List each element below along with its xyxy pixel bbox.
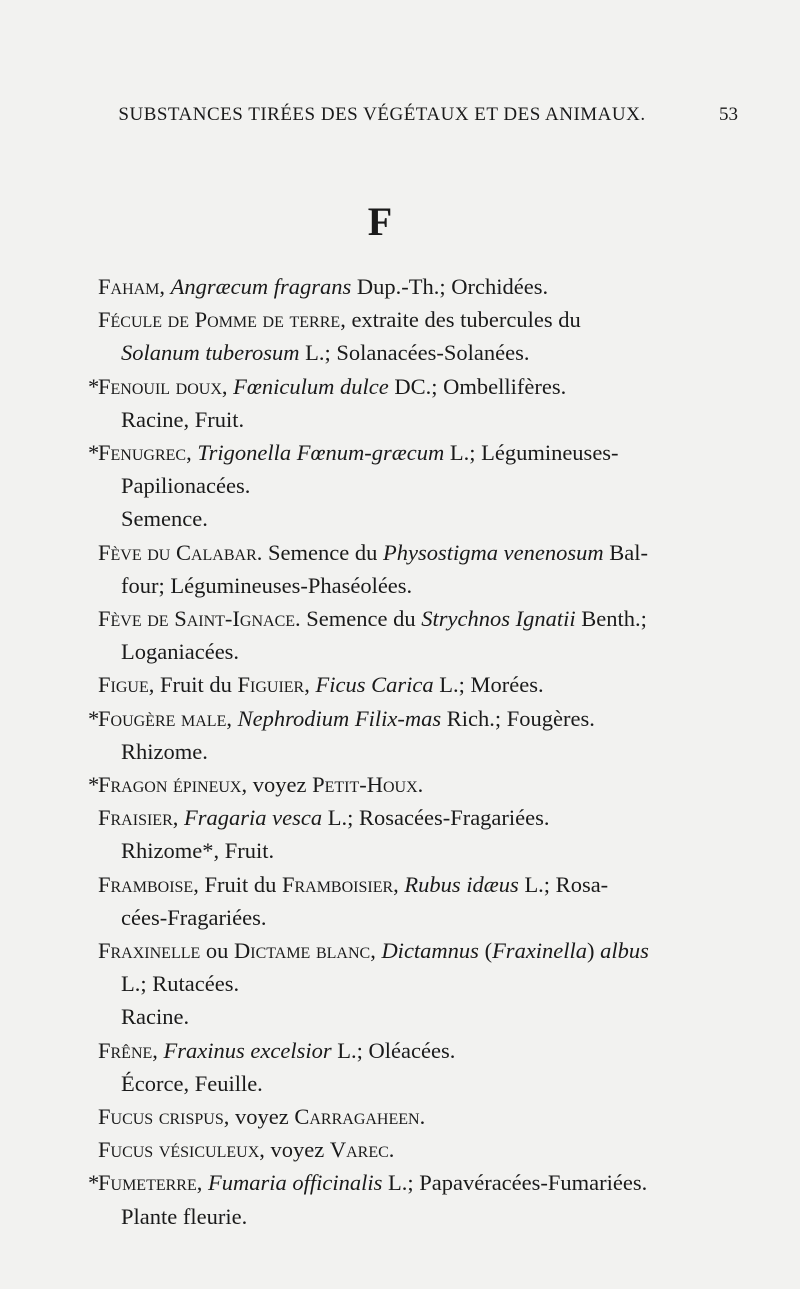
list-item [98,1100,658,1133]
latin-name: Strychnos Ignatii [421,606,576,632]
asterisk-marker: * [88,1170,100,1196]
entry-text: Rich.; Fougères. [441,705,595,731]
entry-term: Fenugrec [98,440,187,466]
entry-continuation-line [98,967,658,1000]
entry-text: Racine. [121,1004,190,1030]
entry-line [98,702,658,735]
entry-term: Framboisier [281,871,394,897]
entry-text: , [393,871,405,897]
entry-text: cées-Fragariées. [121,904,267,930]
list-item [98,536,658,602]
entry-text: , Fruit du [148,672,238,698]
entry-text: DC.; Ombellifères. [388,373,567,399]
entry-term: Fumeterre [98,1170,197,1196]
entry-term: Figue [98,672,149,698]
asterisk-marker: * [88,440,100,466]
list-item [88,370,658,436]
latin-name: Solanum tuberosum [121,340,300,366]
entry-line [98,934,658,967]
latin-name: Fragaria vesca [184,805,323,831]
entry-text: . [388,1137,395,1163]
asterisk-marker: * [88,705,100,731]
list-item [98,868,658,934]
latin-name: Fraxinus excelsior [163,1037,332,1063]
entry-text: L.; Rosa- [518,871,609,897]
entry-line [98,801,658,834]
latin-name: albus [600,938,649,964]
entry-term: Fucus vésiculeux [98,1137,260,1163]
entry-term: Frêne [98,1037,153,1063]
entry-line [98,668,658,701]
entry-line [98,1166,658,1199]
entry-continuation-line [98,834,658,867]
entry-line [98,436,658,469]
entry-text: , [186,440,198,466]
entry-continuation-line [98,735,658,768]
entry-text: four; Légumineuses-Phaséolées. [121,572,413,598]
list-item [98,934,658,1034]
entry-term: Carragaheen [294,1104,420,1130]
entry-line [98,303,658,336]
latin-name: Nephrodium Filix-mas [237,705,442,731]
entry-text: . [417,772,424,798]
entry-continuation-line [98,569,658,602]
entry-text: , [159,274,171,299]
entry-term: Faham [98,274,160,299]
list-item [98,801,658,867]
latin-name: Rubus idæus [404,871,519,897]
entry-term: Petit-Houx [312,772,418,798]
list-item [98,270,658,303]
entry-term: Fragon épineux [98,772,242,798]
entry-term: Fougère male [98,705,227,731]
entry-line [98,868,658,901]
list-item [88,702,658,768]
entry-continuation-line [98,336,658,369]
entry-text: Plante fleurie. [121,1203,248,1229]
entry-text: , voyez [241,772,313,798]
entry-text: L.; Rutacées. [121,971,240,997]
entry-line [98,370,658,403]
latin-name: Dictamnus [381,938,479,964]
entry-line [98,1100,658,1133]
section-letter: F [367,199,393,244]
entry-term: Fécule de Pomme de terre [98,307,341,333]
entry-text: Dup.-Th.; Orchidées. [351,274,549,299]
entry-text: . [419,1104,426,1130]
entry-text: L.; Oléacées. [331,1037,456,1063]
entry-text: , [196,1170,208,1196]
entry-text: , voyez [223,1104,295,1130]
entry-line [98,1133,658,1166]
entry-text: L.; Morées. [433,672,544,698]
entry-term: Fève du Calabar [98,539,257,565]
latin-name: Fraxinella [492,938,588,964]
entry-text: L.; Légumineuses- [444,440,619,466]
latin-name: Physostigma venenosum [382,539,604,565]
list-item [88,1166,658,1232]
entry-text: , [221,373,234,399]
entry-text: Papilionacées. [121,473,251,499]
entry-text: . Semence du [295,606,422,632]
entry-text: L.; Rosacées-Fragariées. [322,805,550,831]
entry-text: , [172,805,184,831]
latin-name: Fœniculum dulce [233,373,389,399]
entry-continuation-line [98,1067,658,1100]
entry-term: Fenouil doux [98,373,222,399]
entry-text: , [304,672,316,698]
entry-text: Rhizome*, Fruit. [121,838,275,864]
entry-continuation-line [98,469,658,502]
entry-continuation-line [98,901,658,934]
page-number: 53 [719,104,738,125]
entry-text: , Fruit du [193,871,282,897]
entry-text: Écorce, Feuille. [121,1070,263,1096]
list-item [98,1034,658,1100]
entry-text: ) [587,938,601,964]
entry-text: Bal- [603,539,648,565]
entry-text: L.; Solanacées-Solanées. [299,340,530,366]
entry-term: Framboise [98,871,194,897]
entry-text: Loganiacées. [121,639,240,665]
list-item [98,1133,658,1166]
entry-text: , [226,705,238,731]
entry-continuation-line [98,502,658,535]
list-item [98,602,658,668]
entry-text: . Semence du [256,539,383,565]
entry-text: ou [200,938,235,964]
entry-text: , extraite des tubercules du [340,307,581,333]
entry-line [98,768,658,801]
entry-line [98,1034,658,1067]
entry-term: Fraisier [98,805,173,831]
list-item [98,303,658,369]
entry-line [98,536,658,569]
latin-name: Angræcum fragrans [170,274,352,299]
entry-term: Fraxinelle [98,938,201,964]
entry-text: ( [478,938,493,964]
entry-text: , [152,1037,164,1063]
entry-text: , [370,938,382,964]
entry-continuation-line [98,403,658,436]
entry-term: Figuier [237,672,305,698]
running-title: SUBSTANCES TIRÉES DES VÉGÉTAUX ET DES ANIMAUX. [118,104,646,125]
list-item [88,768,658,801]
asterisk-marker: * [88,772,100,798]
list-item [88,436,658,536]
entry-continuation-line [98,1000,658,1033]
entry-list [88,270,658,1233]
entry-text: Benth.; [575,606,647,632]
entry-term: Dictame blanc [234,938,371,964]
entry-text: , voyez [259,1137,330,1163]
list-item [98,668,658,701]
entry-term: Fève de Saint-Ignace [98,606,296,632]
latin-name: Fumaria officinalis [207,1170,383,1196]
entry-text: Semence. [121,506,208,532]
page-header [0,104,800,134]
entry-line [98,270,658,303]
entry-line [98,602,658,635]
entry-continuation-line [98,635,658,668]
latin-name: Ficus Carica [315,672,434,698]
entry-continuation-line [98,1200,658,1233]
entry-text: L.; Papavéracées-Fumariées. [382,1170,648,1196]
latin-name: Trigonella Fœnum-græcum [197,440,445,466]
entry-text: Rhizome. [121,738,208,764]
asterisk-marker: * [88,373,100,399]
entry-term: Varec [329,1137,389,1163]
entry-text: Racine, Fruit. [121,406,245,432]
entry-term: Fucus crispus [98,1104,224,1130]
